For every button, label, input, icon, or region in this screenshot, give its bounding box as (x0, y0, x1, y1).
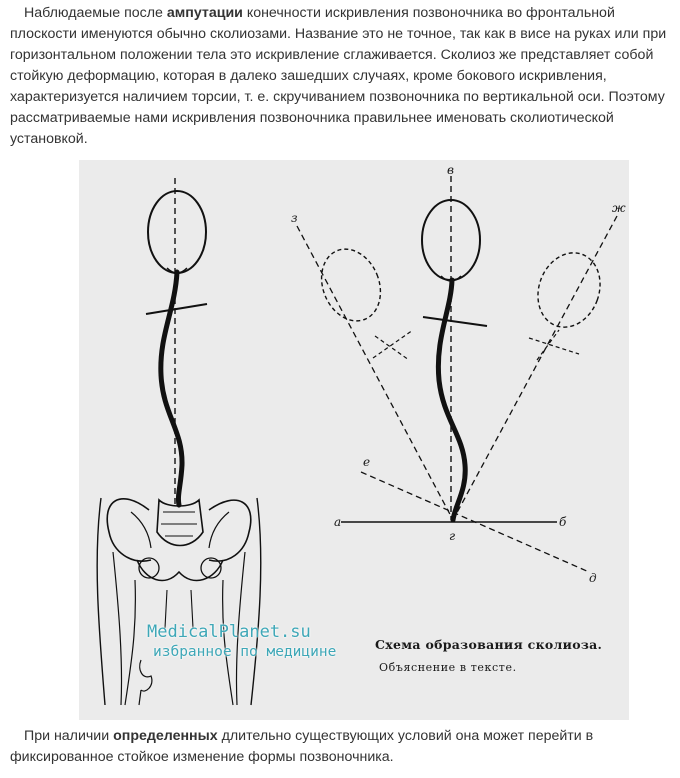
left-spine-curve (161, 272, 182, 505)
label-g: г (449, 529, 456, 543)
label-d: д (589, 571, 597, 585)
watermark-tagline: избранное по медицине (153, 644, 337, 660)
label-v: в (447, 163, 454, 177)
paragraph1-text-a: Наблюдаемые после (24, 5, 167, 21)
scoliosis-scheme-figure (79, 160, 629, 720)
label-b: б (559, 515, 567, 529)
paragraph2-text-b: длительно существующих условий она может перейти в фиксированное стойкое изменение формы позвоночника. (10, 728, 594, 765)
intro-paragraph (10, 3, 674, 150)
left-shoulder-line (146, 304, 207, 314)
closing-paragraph (10, 726, 674, 768)
right-shoulder-line (423, 317, 487, 326)
label-a: а (334, 515, 342, 529)
tilted-head-left (311, 240, 391, 330)
caption-title: Схема образования сколиоза. (375, 637, 603, 652)
label-e: е (363, 455, 371, 469)
figure-caption (375, 634, 602, 678)
paragraph1-bold-term: ампутации (166, 5, 243, 21)
label-z: з (291, 211, 298, 225)
paragraph2-text-a: При наличии (24, 728, 114, 744)
paragraph2-bold-term: определенных (113, 728, 218, 744)
tilted-head-right (528, 244, 610, 336)
caption-subtitle: Объяснение в тексте. (379, 661, 517, 674)
tilted-axis-zh (453, 216, 617, 520)
watermark-site-name: MedicalPlanet.su (147, 622, 311, 642)
right-spine-curve (438, 280, 465, 520)
left-head-outline (148, 191, 206, 273)
site-watermark (147, 622, 336, 662)
label-zh: ж (612, 201, 626, 215)
paragraph1-text-b: конечности искривления позвоночника во фронтальной плоскости именуются обычно сколиозами. Название это не точное, так как в висе на руках или при горизонтальном положении тела это искривление сглаживается. Сколиоз же представляет собой стойкую деформацию, которая в далеко зашедших случаях, кроме бокового искривления, характеризуется наличием торсии, т. е. скручиванием позвоночника по вертикальной оси. Поэтому рассматриваемые нами искривления позвоночника правильнее именовать сколиотической установкой. (10, 5, 667, 147)
